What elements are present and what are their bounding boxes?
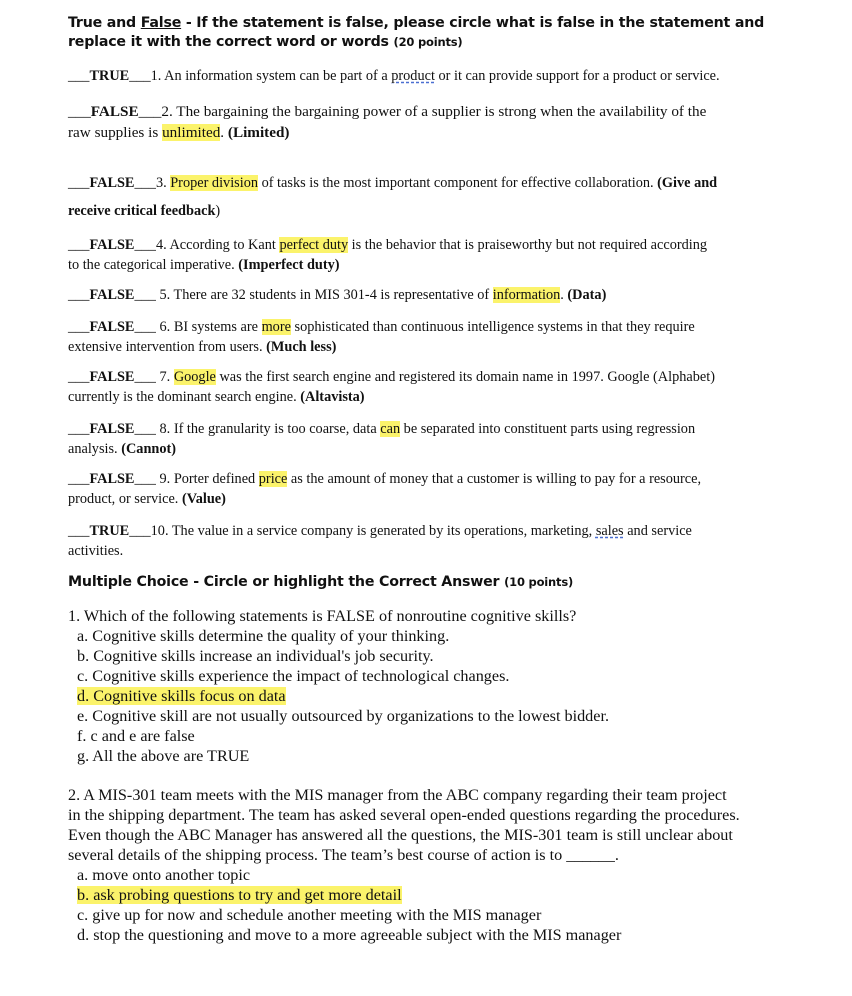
mc-q1-option-e[interactable]: e. Cognitive skill are not usually outsourced by organizations to the lowest bidder. bbox=[77, 707, 609, 725]
mc-q1-option-b[interactable]: b. Cognitive skills increase an individual's job security. bbox=[77, 647, 434, 665]
tf-item-9: ___FALSE___ 9. Porter defined price as the amount of money that a customer is willing to pay for a resource, product, or service. (Value) bbox=[68, 471, 702, 507]
mc-q1-option-c[interactable]: c. Cognitive skills experience the impact of technological changes. bbox=[77, 667, 510, 685]
mc-q1-option-g[interactable]: g. All the above are TRUE bbox=[77, 747, 250, 765]
mc-q1-option-f[interactable]: f. c and e are false bbox=[77, 727, 195, 745]
mc-q2-line-3: Even though the ABC Manager has answered all the questions, the MIS-301 team is still unclear about bbox=[68, 826, 733, 844]
mc-q2-option-a[interactable]: a. move onto another topic bbox=[77, 866, 251, 884]
mc-q2-option-c[interactable]: c. give up for now and schedule another meeting with the MIS manager bbox=[77, 906, 542, 924]
mc-q2-option-b[interactable]: b. ask probing questions to try and get more detail bbox=[77, 886, 402, 904]
mc-q2-line-2: in the shipping department. The team has asked several open-ended questions regarding the procedures. bbox=[68, 806, 740, 824]
mc-heading: Multiple Choice - Circle or highlight the Correct Answer (10 points) bbox=[68, 574, 574, 590]
tf-item-5: ___FALSE___ 5. There are 32 students in MIS 301-4 is representative of information. (Data) bbox=[68, 287, 607, 303]
mc-q1-option-a[interactable]: a. Cognitive skills determine the quality of your thinking. bbox=[77, 627, 450, 645]
tf-item-7: ___FALSE___ 7. Google was the first search engine and registered its domain name in 1997. Google (Alphabet) currently is the dominant search engine. (Altavista) bbox=[68, 369, 715, 405]
mc-q2-line-1: 2. A MIS-301 team meets with the MIS manager from the ABC company regarding their team project bbox=[68, 786, 727, 804]
tf-item-4: ___FALSE___4. According to Kant perfect duty is the behavior that is praiseworthy but not required according to the categorical imperative. (Imperfect duty) bbox=[68, 237, 708, 273]
tf-item-8: ___FALSE___ 8. If the granularity is too coarse, data can be separated into constituent parts using regression analysis. (Cannot) bbox=[68, 421, 696, 457]
mc-q1-question: 1. Which of the following statements is FALSE of nonroutine cognitive skills? bbox=[68, 607, 577, 625]
mc-q2-option-d[interactable]: d. stop the questioning and move to a more agreeable subject with the MIS manager bbox=[77, 926, 622, 944]
tf-item-3: ___FALSE___3. Proper division of tasks is the most important component for effective collaboration. (Give and receive critical feedback) bbox=[68, 175, 718, 219]
tf-item-6: ___FALSE___ 6. BI systems are more sophisticated than continuous intelligence systems in that they require extensive intervention from users. (Much less) bbox=[68, 319, 695, 355]
tf-heading: True and False - If the statement is false, please circle what is false in the statement and replace it with the correct word or words (20 points) bbox=[68, 15, 765, 50]
tf-item-10: ___TRUE___10. The value in a service company is generated by its operations, marketing, sales and service activities. bbox=[68, 523, 692, 559]
tf-item-2: ___FALSE___2. The bargaining the bargaining power of a supplier is strong when the availability of the raw supplies is unlimited. (Limited) bbox=[68, 103, 707, 141]
mc-q2-line-4: several details of the shipping process. The team’s best course of action is to ______. bbox=[68, 846, 619, 864]
mc-q1-option-d[interactable]: d. Cognitive skills focus on data bbox=[77, 687, 286, 705]
tf-item-1: ___TRUE___1. An information system can be part of a product or it can provide support for a product or service. bbox=[68, 68, 720, 84]
